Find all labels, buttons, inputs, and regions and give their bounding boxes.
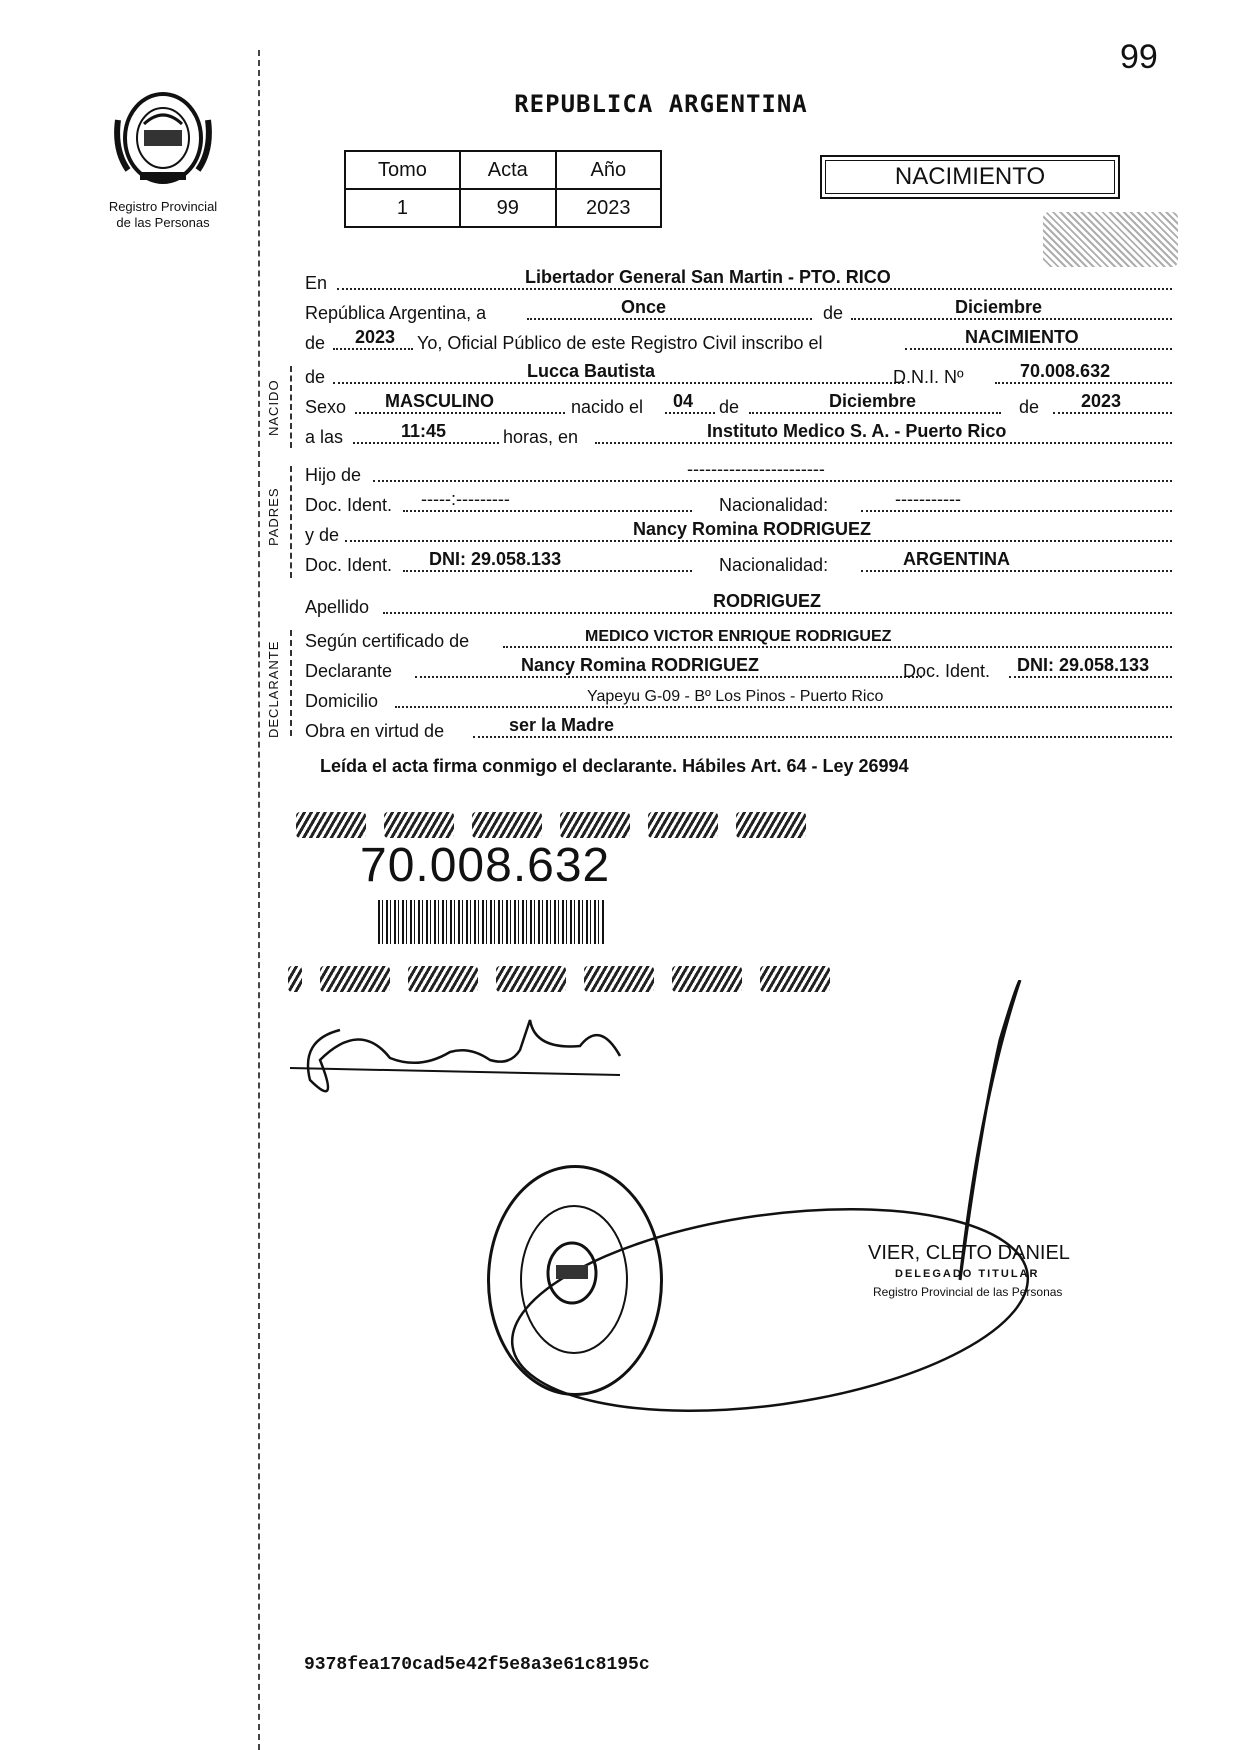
dni-label: D.N.I. Nº [893, 367, 964, 387]
birth-de2-label: de [1019, 397, 1040, 417]
place-value: Libertador General San Martin - PTO. RICO [525, 267, 891, 287]
official-role: DELEGADO TITULAR [895, 1268, 1040, 1280]
birth-de-label: de [719, 397, 740, 417]
mother-doc: DNI: 29.058.133 [429, 549, 562, 569]
virtue-value: ser la Madre [509, 715, 615, 735]
official-signature-stroke [960, 980, 1020, 1280]
line-declarant [305, 654, 1172, 684]
line-virtue [305, 714, 1172, 744]
father-nat: ----------- [895, 489, 961, 509]
section-padres: PADRES [266, 487, 281, 546]
security-stamp [1043, 212, 1178, 267]
father-nat-label: Nacionalidad: [719, 495, 829, 515]
birth-place: Instituto Medico S. A. - Puerto Rico [707, 421, 1007, 441]
tomo-header: Tomo [345, 151, 460, 189]
child-de-label: de [305, 367, 326, 387]
mother-doc-label: Doc. Ident. [305, 555, 393, 575]
line-mother [305, 518, 1172, 548]
cert-label: Según certificado de [305, 631, 470, 651]
yde-label: y de [305, 525, 340, 545]
day-value: Once [621, 297, 667, 317]
sex-value: MASCULINO [385, 391, 494, 411]
section-declarante: DECLARANTE [266, 640, 281, 738]
acta-value: 99 [460, 189, 556, 227]
tomo-value: 1 [345, 189, 460, 227]
birth-time: 11:45 [401, 421, 447, 441]
sex-label: Sexo [305, 397, 347, 417]
acta-header: Acta [460, 151, 556, 189]
document-title: REPUBLICA ARGENTINA [514, 90, 808, 118]
virtue-label: Obra en virtud de [305, 721, 445, 741]
born-label: nacido el [571, 397, 644, 417]
address-label: Domicilio [305, 691, 379, 711]
child-dni: 70.008.632 [1020, 361, 1111, 381]
line-father-doc [305, 488, 1172, 518]
line-date [305, 296, 1172, 326]
officer-text: Yo, Oficial Público de este Registro Civil inscribo el [417, 333, 823, 353]
father-doc: -----:--------- [421, 489, 510, 509]
line-address [305, 684, 1172, 714]
mother-name: Nancy Romina RODRIGUEZ [633, 519, 872, 539]
seal-emblem-icon [540, 1235, 604, 1311]
declarant-doc-label: Doc. Ident. [903, 661, 991, 681]
surname-value: RODRIGUEZ [713, 591, 821, 611]
legal-text: Leída el acta firma conmigo el declarante. Hábiles Art. 64 - Ley 26994 [320, 756, 909, 776]
line-surname [305, 590, 1172, 620]
father-doc-label: Doc. Ident. [305, 495, 393, 515]
year-value: 2023 [355, 327, 396, 347]
record-type-box: NACIMIENTO [820, 155, 1120, 199]
year-de-label: de [305, 333, 326, 353]
month-value: Diciembre [955, 297, 1043, 317]
date-de-label: de [823, 303, 844, 323]
certificate-value: MEDICO VICTOR ENRIQUE RODRIGUEZ [585, 628, 892, 645]
anio-value: 2023 [556, 189, 661, 227]
father-name: ----------------------- [687, 459, 825, 479]
declarant-name: Nancy Romina RODRIGUEZ [521, 655, 760, 675]
line-mother-doc [305, 548, 1172, 578]
declarant-signature [308, 1020, 620, 1091]
mother-nat: ARGENTINA [903, 549, 1010, 569]
registry-caption-1: Registro Provincial [108, 199, 218, 214]
page-number: 99 [1120, 38, 1158, 76]
left-margin-rule [258, 50, 260, 1750]
hours-label: horas, en [503, 427, 579, 447]
birth-month: Diciembre [829, 391, 917, 411]
hijo-label: Hijo de [305, 465, 362, 485]
declarant-doc: DNI: 29.058.133 [1017, 655, 1150, 675]
barcode [378, 900, 606, 944]
signatures-layer [280, 980, 1080, 1430]
signature-underline [290, 1068, 620, 1075]
anio-header: Año [556, 151, 661, 189]
official-institution: Registro Provincial de las Personas [873, 1285, 1063, 1299]
line-certificate [305, 624, 1172, 654]
republica-label: República Argentina, a [305, 303, 487, 323]
provincial-emblem-icon [108, 80, 218, 190]
line-child [305, 360, 1172, 390]
surname-label: Apellido [305, 597, 370, 617]
registry-caption-2: de las Personas [116, 215, 210, 230]
at-label: a las [305, 427, 344, 447]
mother-nat-label: Nacionalidad: [719, 555, 829, 575]
registry-logo [88, 80, 238, 231]
declarant-label: Declarante [305, 661, 393, 681]
child-name: Lucca Bautista [527, 361, 656, 381]
section-nacido: NACIDO [266, 379, 281, 436]
birth-year: 2023 [1081, 391, 1122, 411]
document-hash: 9378fea170cad5e42f5e8a3e61c8195c [304, 1655, 650, 1675]
security-pattern-top [296, 812, 806, 840]
nacido-brace [290, 366, 292, 448]
line-sex [305, 390, 1172, 420]
dni-security-number: 70.008.632 [360, 839, 611, 892]
address-value: Yapeyu G-09 - Bº Los Pinos - Puerto Rico [587, 688, 884, 705]
birth-day: 04 [673, 391, 694, 411]
line-father [305, 458, 1172, 488]
official-name: VIER, CLETO DANIEL [868, 1242, 1070, 1264]
padres-brace [290, 466, 292, 578]
line-officer [305, 326, 1172, 356]
en-label: En [305, 273, 328, 293]
line-time [305, 420, 1172, 450]
line-place [305, 266, 1172, 296]
declarante-brace [290, 630, 292, 736]
record-table [344, 150, 662, 228]
record-type-value: NACIMIENTO [965, 327, 1079, 347]
